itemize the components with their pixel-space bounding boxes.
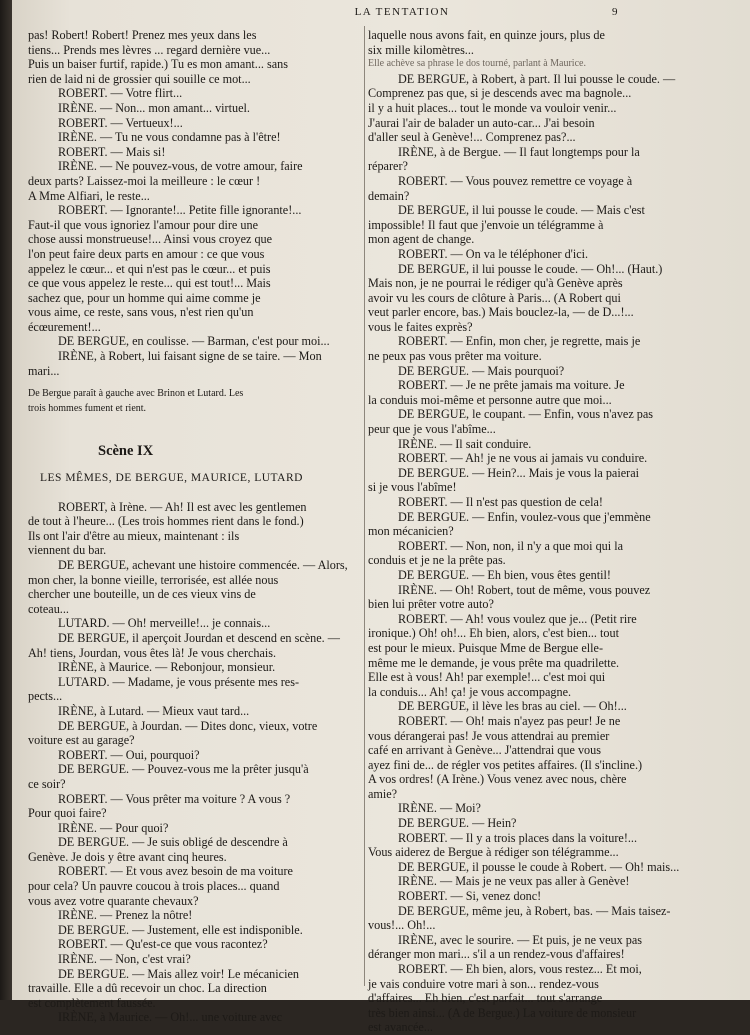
text-line: DE BERGUE, en coulisse. — Barman, c'est pour moi...: [58, 334, 330, 349]
text-line: l'on peut faire deux parts en amour : ce que vous: [28, 246, 265, 261]
text-line: sachez que, pour un homme qui aime comme je: [28, 290, 261, 305]
text-line: IRÈNE. — Ne pouvez-vous, de votre amour, faire: [58, 159, 303, 174]
text-line: IRÈNE. — Oh! Robert, tout de même, vous pouvez: [398, 582, 651, 597]
text-line: mon agent de change.: [368, 232, 475, 247]
book-spine-shadow: [0, 0, 12, 1000]
text-line: pects...: [28, 689, 63, 704]
text-line: DE BERGUE. — Justement, elle est indisponible.: [58, 922, 303, 937]
text-line: LUTARD. — Madame, je vous présente mes res-: [58, 674, 300, 689]
text-line: DE BERGUE. — Hein?... Mais je vous la paierai: [398, 465, 639, 480]
text-line: je vais conduire votre mari à son... rendez-vous: [368, 976, 599, 991]
text-line: IRÈNE, à Robert, lui faisant signe de se taire. — Mon: [58, 349, 322, 364]
text-line: Puis un baiser furtif, rapide.) Tu es mon amant... sans: [28, 57, 288, 72]
text-line: mon cher, la bonne vieille, terrorisée, est allée nous: [28, 572, 279, 587]
text-line: peur que je vous l'abîme...: [368, 422, 496, 437]
text-line: d'aller seul à Genève!... Comprenez pas?...: [368, 130, 576, 145]
text-line: Faut-il que vous ignoriez l'amour pour dire une: [28, 217, 258, 232]
text-line: ne peux pas vous prêter ma voiture.: [368, 349, 542, 364]
text-line: pas! Robert! Robert! Prenez mes yeux dans les: [28, 28, 257, 42]
text-line: pour cela? Un pauvre coucou à trois places... quand: [28, 879, 280, 894]
right-column-text: [368, 28, 722, 1035]
text-line: impossible! Il faut que j'envoie un télégramme à: [368, 217, 604, 232]
text-line: Elle est à vous! Ah! par exemple!... c'est moi qui: [368, 670, 606, 685]
left-column: [28, 28, 360, 1025]
text-line: est avancée...: [368, 1020, 433, 1035]
scene-title: Scène IX: [98, 443, 154, 460]
text-line: ROBERT. — Non, non, il n'y a que moi qui la: [398, 538, 623, 553]
text-line: est complètement faussée.: [28, 995, 156, 1010]
text-line: DE BERGUE. — Eh bien, vous êtes gentil!: [398, 567, 611, 582]
text-line: IRÈNE, à Maurice. — Rebonjour, monsieur.: [58, 660, 276, 675]
text-line: voiture est au garage?: [28, 733, 135, 748]
text-line: chercher une bouteille, un de ces vieux vins de: [28, 587, 256, 602]
book-page: [12, 0, 750, 1035]
text-line: ROBERT. — Vous prêter ma voiture ? A vous ?: [58, 791, 291, 806]
text-line: même me le demande, je vous prête ma quadrilette.: [368, 655, 620, 670]
text-line: si je vous l'abîme!: [368, 480, 457, 495]
stage-direction: [28, 387, 360, 416]
text-line: il y a huit places... tout le monde va vouloir venir...: [368, 100, 617, 115]
text-line: déranger mon mari... s'il a un rendez-vous d'affaires!: [368, 947, 625, 962]
text-line: IRÈNE, avec le sourire. — Et puis, je ne veux pas: [398, 932, 643, 947]
text-line: ROBERT. — Je ne prête jamais ma voiture. Je: [398, 378, 625, 393]
text-line: Comprenez pas que, si je descends avec ma bagnole...: [368, 86, 632, 101]
text-line: IRÈNE. — Non... mon amant... virtuel.: [58, 100, 250, 115]
text-line: ROBERT. — Ah! je ne vous ai jamais vu conduire.: [398, 451, 648, 466]
text-line: Genève. Je dois y être avant cinq heures.: [28, 849, 227, 864]
text-line: DE BERGUE. — Mais allez voir! Le mécanicien: [58, 966, 299, 981]
text-line: DE BERGUE, à Jourdan. — Dites donc, vieux, votre: [58, 718, 318, 733]
text-line: DE BERGUE, il lui pousse le coude. — Oh!... (Haut.): [398, 261, 663, 276]
text-line: DE BERGUE, il lève les bras au ciel. — Oh!...: [398, 699, 627, 714]
text-line: Ils ont l'air d'être au mieux, maintenant : ils: [28, 528, 240, 543]
text-line: ROBERT. — Oh! mais n'ayez pas peur! Je ne: [398, 713, 621, 728]
text-line: ce que vous appelez le reste... qui est tout!... Mais: [28, 276, 271, 291]
text-line: veut parler encore, bas.) Mais bouclez-la, — de D...!...: [368, 305, 634, 320]
text-line: DE BERGUE, le coupant. — Enfin, vous n'avez pas: [398, 407, 654, 422]
text-line: café en arrivant à Genève... J'attendrai que vous: [368, 743, 601, 758]
text-line: DE BERGUE, achevant une histoire commencée. — Alors,: [58, 558, 348, 572]
text-line: IRÈNE, à Maurice. — Oh!... une voiture avec: [58, 1010, 283, 1025]
text-line: la conduis... Ah! ça! je vous accompagne.: [368, 684, 572, 699]
text-line: IRÈNE. — Il sait conduire.: [398, 436, 532, 451]
text-line: Vous aiderez de Bergue à rédiger son télégramme...: [368, 845, 619, 860]
text-line: DE BERGUE, il aperçoit Jourdan et descend en scène. —: [58, 630, 340, 645]
right-column: [368, 28, 722, 1035]
running-title: LA TENTATION: [354, 6, 450, 18]
text-line: très bien ainsi... (A de Bergue.) La voiture de monsieur: [368, 1005, 637, 1020]
text-line: coteau...: [28, 601, 69, 616]
text-line: la conduis moi-même et personne autre que moi...: [368, 392, 612, 407]
text-line: A Mme Alfiari, le reste...: [28, 188, 150, 203]
text-line: IRÈNE. — Moi?: [398, 801, 481, 816]
text-line: ROBERT. — Eh bien, alors, vous restez... Et moi,: [398, 962, 642, 976]
text-line: ironique.) Oh! oh!... Eh bien, alors, c'est bien... tout: [368, 626, 619, 641]
text-line: DE BERGUE. — Mais pourquoi?: [398, 363, 565, 378]
text-line: ROBERT. — Si, venez donc!: [398, 889, 542, 904]
text-line: DE BERGUE, même jeu, à Robert, bas. — Mais taisez-: [398, 903, 671, 918]
text-line: bien lui prêter votre auto?: [368, 597, 494, 612]
text-line: Pour quoi faire?: [28, 806, 107, 821]
text-line: tiens... Prends mes lèvres ... regard dernière vue...: [28, 42, 271, 57]
text-line: ROBERT. — Et vous avez besoin de ma voiture: [58, 864, 293, 879]
text-line: ROBERT. — Vertueux!...: [58, 115, 183, 130]
text-line: mon mécanicien?: [368, 524, 454, 539]
text-line: DE BERGUE, à Robert, à part. Il lui pousse le coude. —: [398, 71, 676, 86]
text-line: IRÈNE. — Pour quoi?: [58, 820, 169, 835]
text-line: chose aussi monstrueuse!... Ainsi vous croyez que: [28, 232, 273, 247]
text-line: mari...: [28, 363, 60, 378]
text-line: demain?: [368, 188, 410, 203]
page-number: 9: [612, 6, 618, 18]
text-line: ROBERT. — Mais si!: [58, 144, 166, 159]
text-line: Ah! tiens, Jourdan, vous êtes là! Je vous cherchais.: [28, 645, 277, 660]
text-line: IRÈNE. — Mais je ne veux pas aller à Genève!: [398, 874, 630, 889]
text-line: vous aime, ce reste, sans vous, n'est rien qu'un: [28, 305, 254, 320]
text-line: J'aurai l'air de balader un auto-car... J'ai besoin: [368, 115, 595, 130]
text-line: avoir vu les cours de clôture à Paris... (A Robert qui: [368, 290, 621, 305]
text-line: ROBERT. — On va le téléphoner d'ici.: [398, 246, 589, 261]
spacer: [28, 378, 360, 387]
column-divider: [364, 26, 365, 986]
text-line: ROBERT. — Enfin, mon cher, je regrette, mais je: [398, 334, 641, 349]
text-line: DE BERGUE. — Pouvez-vous me la prêter jusqu'à: [58, 762, 309, 777]
text-line: rien de laid ni de grossier qui souille ce mot...: [28, 71, 251, 86]
text-line: IRÈNE, à Lutard. — Mieux vaut tard...: [58, 703, 250, 718]
text-line: ROBERT, à Irène. — Ah! Il est avec les gentlemen: [58, 499, 307, 514]
text-line: six mille kilomètres...: [368, 42, 474, 57]
text-line: vous le faites exprès?: [368, 319, 473, 334]
text-line: ROBERT. — Vous pouvez remettre ce voyage à: [398, 173, 633, 188]
text-line: Elle achève sa phrase le dos tourné, parlant à Maurice.: [368, 58, 586, 70]
text-line: IRÈNE, à de Bergue. — Il faut longtemps pour la: [398, 144, 640, 159]
text-line: laquelle nous avons fait, en quinze jours, plus de: [368, 28, 605, 42]
text-line: DE BERGUE. — Hein?: [398, 816, 517, 831]
text-line: IRÈNE. — Prenez la nôtre!: [58, 908, 193, 923]
text-line: vous!... Oh!...: [368, 918, 436, 933]
scene-characters: LES MÊMES, DE BERGUE, MAURICE, LUTARD: [40, 472, 303, 485]
left-column-bottom-text: [28, 500, 360, 1025]
text-line: viennent du bar.: [28, 543, 107, 558]
text-line: ROBERT. — Il n'est pas question de cela!: [398, 495, 603, 509]
text-line: appelez le cœur... et qui n'est pas le cœur... et puis: [28, 261, 271, 276]
text-line: A vos ordres! (A Irène.) Vous venez avec nous, chère: [368, 772, 627, 787]
text-line: est pour le mieux. Puisque Mme de Bergue elle-: [368, 640, 604, 655]
text-line: réparer?: [368, 159, 408, 174]
text-line: ROBERT. — Ah! vous voulez que je... (Petit rire: [398, 611, 637, 626]
text-line: conduis et je ne la prête pas.: [368, 553, 506, 568]
text-line: deux parts? Laissez-moi la meilleure : le cœur !: [28, 173, 261, 188]
left-column-top-text: [28, 28, 360, 378]
text-line: ayez fini de... de régler vos petites affaires. (Il s'incline.): [368, 757, 643, 772]
text-line: écœurement!...: [28, 319, 101, 334]
text-line: DE BERGUE, il lui pousse le coude. — Mais c'est: [398, 203, 645, 218]
text-line: vous avez votre quarante chevaux?: [28, 893, 199, 908]
text-line: DE BERGUE, il pousse le coude à Robert. — Oh! mais...: [398, 859, 680, 874]
text-line: IRÈNE. — Non, c'est vrai?: [58, 952, 191, 967]
text-line: trois hommes fument et rient.: [28, 402, 147, 414]
text-line: LUTARD. — Oh! merveille!... je connais...: [58, 616, 271, 631]
text-line: ce soir?: [28, 776, 66, 791]
text-line: DE BERGUE. — Je suis obligé de descendre à: [58, 835, 288, 850]
text-line: amie?: [368, 786, 398, 801]
text-line: ROBERT. — Votre flirt...: [58, 86, 183, 101]
text-line: Mais non, je ne pourrai le rédiger qu'à Genève après: [368, 276, 623, 291]
text-line: ROBERT. — Ignorante!... Petite fille ignorante!...: [58, 203, 302, 218]
text-line: vous dérangerai pas! Je vous attendrai au premier: [368, 728, 610, 743]
text-line: DE BERGUE. — Enfin, voulez-vous que j'emmène: [398, 509, 651, 524]
text-line: IRÈNE. — Tu ne vous condamne pas à l'être!: [58, 130, 281, 145]
text-line: ROBERT. — Oui, pourquoi?: [58, 747, 200, 762]
text-line: ROBERT. — Il y a trois places dans la voiture!...: [398, 830, 638, 845]
text-line: ROBERT. — Qu'est-ce que vous racontez?: [58, 937, 268, 952]
text-line: De Bergue paraît à gauche avec Brinon et Lutard. Les: [28, 388, 244, 400]
text-line: de tout à l'heure... (Les trois hommes rient dans le fond.): [28, 514, 304, 529]
text-line: travaille. Elle a dû recevoir un choc. La direction: [28, 981, 267, 996]
text-line: d'affaires... Eh bien, c'est parfait... tout s'arrange: [368, 991, 603, 1006]
